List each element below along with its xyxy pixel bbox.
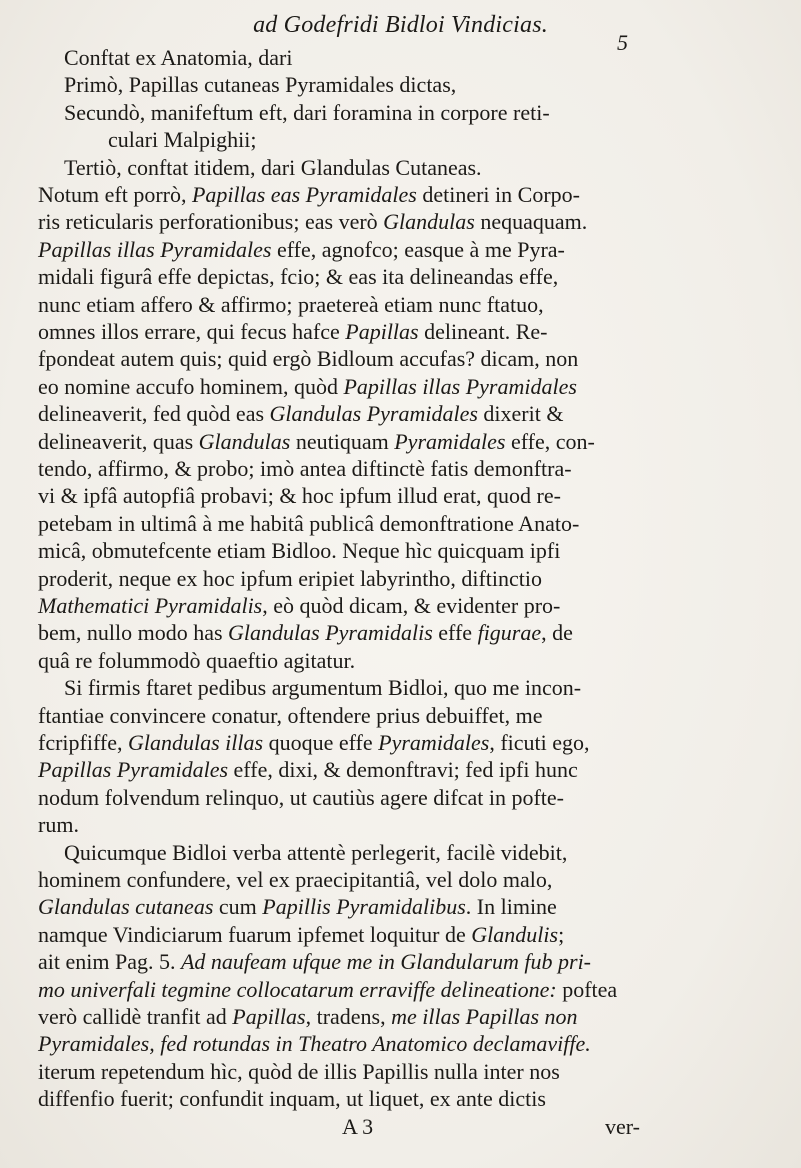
text-segment: Si firmis ftaret pedibus argumentum Bidloi, quo me incon- xyxy=(64,675,582,700)
text-line xyxy=(38,291,544,318)
italic-segment: me illas Papillas non xyxy=(391,1004,578,1029)
italic-segment: figurae xyxy=(477,620,542,645)
text-segment: Notum eft porrò, xyxy=(38,182,192,207)
text-line xyxy=(38,948,591,975)
italic-segment: Papillas illas Pyramidales xyxy=(38,237,272,262)
italic-segment: Papillis Pyramidalibus xyxy=(262,894,466,919)
text-line xyxy=(38,756,578,783)
text-segment: nunc etiam affero & affirmo; praetereà etiam nunc ftatuo, xyxy=(38,292,544,317)
text-line xyxy=(38,592,560,619)
text-line xyxy=(38,1030,591,1057)
running-head: ad Godefridi Bidloi Vindicias. xyxy=(253,12,548,38)
text-segment: diffenfio fuerit; confundit inquam, ut liquet, ex ante dictis xyxy=(38,1086,546,1111)
text-line xyxy=(38,976,617,1003)
text-line xyxy=(108,126,256,153)
text-segment: Quicumque Bidloi verba attentè perlegerit, facilè videbit, xyxy=(64,840,568,865)
text-segment: hominem confundere, vel ex praecipitantiâ, vel dolo malo, xyxy=(38,867,553,892)
text-segment: ris reticularis perforationibus; eas verò xyxy=(38,209,384,234)
text-line xyxy=(38,455,572,482)
text-segment: vi & ipfâ autopfiâ probavi; & hoc ipfum illud erat, quod re- xyxy=(38,483,561,508)
text-segment: ftantiae convincere conatur, oftendere prius debuiffet, me xyxy=(38,703,543,728)
text-segment: Primò, Papillas cutaneas Pyramidales dictas, xyxy=(64,72,457,97)
text-line xyxy=(38,893,557,920)
text-segment: fcripfiffe, xyxy=(38,730,128,755)
catchword: ver- xyxy=(605,1114,640,1139)
italic-segment: Pyramidales, fed rotundas in Theatro Anatomico declamaviffe. xyxy=(38,1031,591,1056)
text-line xyxy=(38,921,564,948)
text-segment: quoque effe xyxy=(263,730,379,755)
text-line xyxy=(38,647,355,674)
text-segment: midali figurâ effe depictas, fcio; & eas ita delineandas effe, xyxy=(38,264,559,289)
text-segment: petebam in ultimâ à me habitâ publicâ demonftratione Anato- xyxy=(38,511,580,536)
text-segment: effe xyxy=(432,620,478,645)
text-line xyxy=(38,263,558,290)
text-line xyxy=(38,1058,560,1085)
text-segment: nodum folvendum relinquo, ut cautiùs agere difcat in pofte- xyxy=(38,785,565,810)
text-segment: , ficuti ego, xyxy=(489,730,590,755)
text-segment: dixerit & xyxy=(477,401,564,426)
italic-segment: Glandulas Pyramidales xyxy=(269,401,478,426)
text-segment: Conftat ex Anatomia, dari xyxy=(64,45,293,70)
text-segment: tendo, affirmo, & probo; imò antea diftinctè fatis demonftra- xyxy=(38,456,572,481)
text-segment: delineaverit, quas xyxy=(38,429,199,454)
italic-segment: Ad naufeam ufque me in Glandularum fub pri- xyxy=(180,949,592,974)
text-segment: Secundò, manifeftum eft, dari foramina in corpore reti- xyxy=(64,100,550,125)
text-segment: delineant. Re- xyxy=(418,319,548,344)
text-segment: delineaverit, fed quòd eas xyxy=(38,401,270,426)
text-line xyxy=(38,318,548,345)
text-line xyxy=(38,482,561,509)
text-segment: bem, nullo modo has xyxy=(38,620,229,645)
text-line xyxy=(38,400,563,427)
text-line xyxy=(38,784,564,811)
italic-segment: Pyramidales xyxy=(378,730,490,755)
text-line xyxy=(38,208,587,235)
text-segment: rum. xyxy=(38,812,79,837)
italic-segment: Glandulis xyxy=(471,922,559,947)
text-segment: namque Vindiciarum fuarum ipfemet loquitur de xyxy=(38,922,472,947)
page-number: 5 xyxy=(617,30,628,55)
text-segment: omnes illos errare, qui fecus hafce xyxy=(38,319,346,344)
italic-segment: Papillas xyxy=(232,1004,306,1029)
text-segment: Tertiò, conftat itidem, dari Glandulas Cutaneas. xyxy=(64,155,482,180)
text-segment: ; xyxy=(558,922,565,947)
text-line xyxy=(38,866,552,893)
italic-segment: Glandulas xyxy=(383,209,475,234)
text-line xyxy=(64,154,482,181)
text-segment: effe, con- xyxy=(505,429,595,454)
text-line xyxy=(64,44,293,71)
italic-segment: Glandulas cutaneas xyxy=(38,894,214,919)
text-segment: cum xyxy=(213,894,263,919)
text-segment: effe, agnofco; easque à me Pyra- xyxy=(271,237,565,262)
text-segment: nequaquam. xyxy=(474,209,588,234)
text-segment: ait enim Pag. 5. xyxy=(38,949,181,974)
text-line xyxy=(64,839,567,866)
text-line xyxy=(64,71,456,98)
text-segment: quâ re folummodò quaeftio agitatur. xyxy=(38,648,356,673)
text-line xyxy=(38,1085,546,1112)
text-segment: fpondeat autem quis; quid ergò Bidloum accufas? dicam, non xyxy=(38,346,579,371)
text-segment: effe, dixi, & demonftravi; fed ipfi hunc xyxy=(228,757,578,782)
text-segment: . In limine xyxy=(465,894,557,919)
text-segment: proderit, neque ex hoc ipfum eripiet labyrintho, diftinctio xyxy=(38,566,543,591)
text-line xyxy=(38,537,560,564)
text-segment: , eò quòd dicam, & evidenter pro- xyxy=(262,593,561,618)
italic-segment: Glandulas illas xyxy=(128,730,264,755)
text-line xyxy=(38,181,580,208)
italic-segment: Mathematici Pyramidalis xyxy=(38,593,263,618)
italic-segment: Papillas illas Pyramidales xyxy=(343,374,577,399)
text-segment: detineri in Corpo- xyxy=(416,182,580,207)
text-line xyxy=(38,373,577,400)
text-line xyxy=(38,510,579,537)
italic-segment: Papillas Pyramidales xyxy=(38,757,229,782)
italic-segment: Glandulas Pyramidalis xyxy=(228,620,433,645)
text-line xyxy=(38,345,578,372)
text-line xyxy=(38,702,543,729)
text-line xyxy=(38,811,79,838)
text-line xyxy=(38,729,590,756)
text-line xyxy=(64,99,550,126)
text-line xyxy=(64,674,581,701)
text-line xyxy=(38,1003,578,1030)
text-segment: culari Malpighii; xyxy=(108,127,257,152)
text-line xyxy=(38,428,595,455)
signature-mark: A 3 xyxy=(342,1114,374,1139)
italic-segment: Pyramidales xyxy=(394,429,506,454)
italic-segment: mo univerfali tegmine collocatarum erraviffe delineatione: xyxy=(38,977,557,1002)
italic-segment: Glandulas xyxy=(198,429,291,454)
italic-segment: Papillas xyxy=(345,319,419,344)
italic-segment: Papillas eas Pyramidales xyxy=(191,182,417,207)
text-segment: verò callidè tranfit ad xyxy=(38,1004,233,1029)
text-segment: neutiquam xyxy=(290,429,395,454)
text-line xyxy=(38,236,565,263)
text-segment: iterum repetendum hìc, quòd de illis Papillis nulla inter nos xyxy=(38,1059,560,1084)
text-segment: eo nomine accufo hominem, quòd xyxy=(38,374,344,399)
text-segment: poftea xyxy=(556,977,618,1002)
text-segment: micâ, obmutefcente etiam Bidloo. Neque hìc quicquam ipfi xyxy=(38,538,561,563)
text-line xyxy=(38,619,573,646)
text-line xyxy=(38,565,542,592)
text-segment: , tradens, xyxy=(305,1004,392,1029)
text-segment: , de xyxy=(541,620,573,645)
